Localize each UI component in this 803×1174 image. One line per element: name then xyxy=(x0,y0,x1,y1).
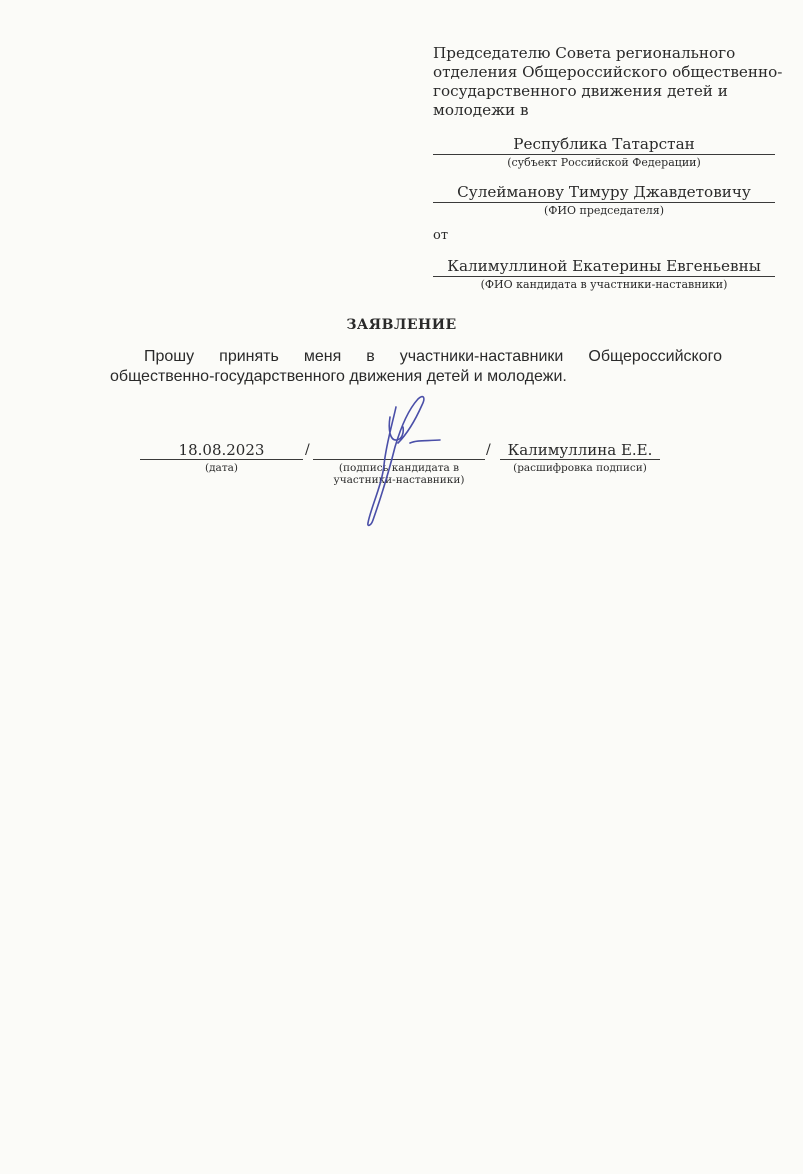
addressee-line-4: молодежи в xyxy=(433,101,529,119)
applicant-caption: (ФИО кандидата в участники-наставники) xyxy=(480,278,728,291)
region-value: Республика Татарстан xyxy=(433,135,775,155)
chairman-field xyxy=(433,183,775,217)
region-caption: (субъект Российской Федерации) xyxy=(507,156,701,169)
decoding-caption: (расшифровка подписи) xyxy=(513,462,647,474)
from-label: от xyxy=(433,228,449,243)
chairman-value: Сулейманову Тимуру Джавдетовичу xyxy=(433,183,775,203)
decoding-value: Калимуллина Е.Е. xyxy=(500,441,660,460)
date-value: 18.08.2023 xyxy=(140,441,303,460)
addressee-line-3: государственного движения детей и xyxy=(433,82,728,100)
decoding-field xyxy=(500,441,660,474)
handwritten-signature-icon xyxy=(340,385,460,535)
date-caption: (дата) xyxy=(205,462,238,474)
separator-slash-1: / xyxy=(305,442,310,458)
document-title: ЗАЯВЛЕНИЕ xyxy=(346,317,457,333)
chairman-caption: (ФИО председателя) xyxy=(543,204,664,217)
application-body: Прошу принять меня в участники-наставники Общероссийского общественно-государственного движения детей и молодежи. xyxy=(110,348,722,385)
addressee-line-1: Председателю Совета регионального xyxy=(433,44,736,62)
signature-stroke xyxy=(368,397,440,526)
region-field xyxy=(433,135,775,169)
applicant-value: Калимуллиной Екатерины Евгеньевны xyxy=(433,257,775,277)
date-field xyxy=(140,441,303,474)
separator-slash-2: / xyxy=(486,442,491,458)
applicant-field xyxy=(433,257,775,291)
addressee-block xyxy=(433,44,783,120)
signature-caption: (подпись кандидата в участники-наставники) xyxy=(333,462,465,486)
addressee-line-2: отделения Общероссийского общественно- xyxy=(433,63,783,81)
